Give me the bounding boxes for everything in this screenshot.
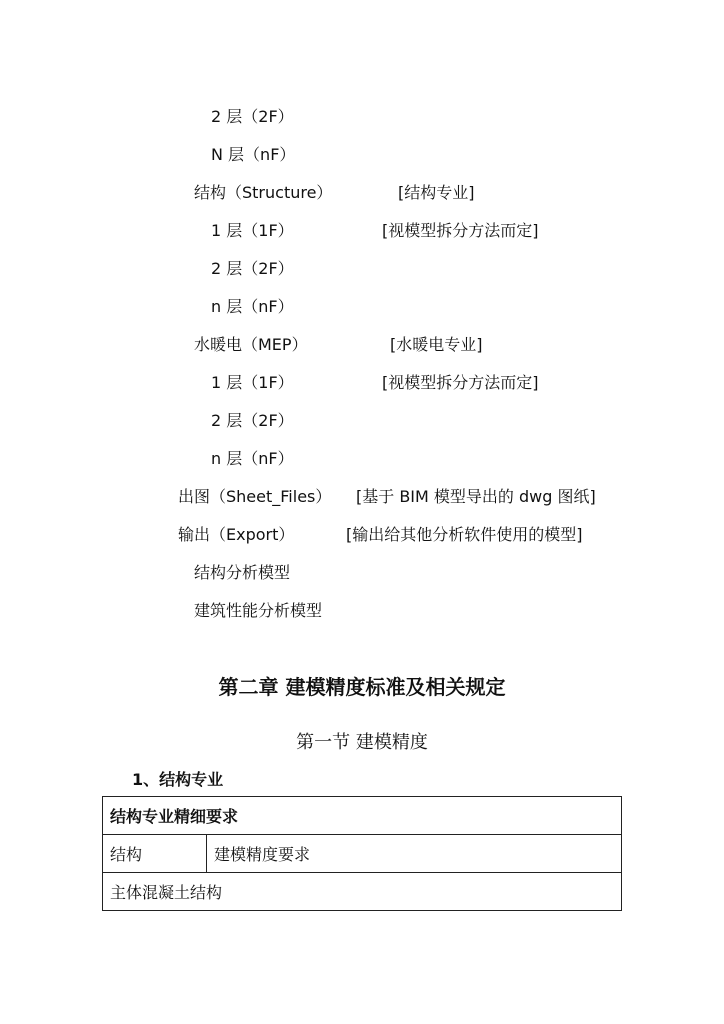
tree-line-structure-1f: 1 层（1F）	[211, 221, 294, 240]
tree-line-mep-1f: 1 层（1F）	[211, 373, 294, 392]
table-cell-structure: 结构	[103, 835, 207, 873]
tree-line-mep-nf: n 层（nF）	[211, 449, 294, 468]
tree-line-mep-2f: 2 层（2F）	[211, 411, 294, 430]
note-sheet-files: [基于 BIM 模型导出的 dwg 图纸]	[356, 487, 596, 506]
tree-line-structure: 结构（Structure）	[194, 183, 333, 202]
note-export: [输出给其他分析软件使用的模型]	[346, 525, 583, 544]
note-structure-discipline: [结构专业]	[398, 183, 475, 202]
tree-line-mep: 水暖电（MEP）	[194, 335, 308, 354]
chapter-title: 第二章 建模精度标准及相关规定	[218, 675, 506, 699]
section-title: 第一节 建模精度	[296, 732, 428, 753]
note-mep-split: [视模型拆分方法而定]	[382, 373, 539, 392]
tree-line-sheet-files: 出图（Sheet_Files）	[178, 487, 332, 506]
table-cell-concrete: 主体混凝土结构	[103, 873, 622, 911]
tree-line-structural-analysis: 结构分析模型	[194, 563, 291, 582]
tree-line-structure-2f: 2 层（2F）	[211, 259, 294, 278]
tree-line-export: 输出（Export）	[178, 525, 295, 544]
requirements-table	[102, 796, 622, 911]
tree-line-building-performance: 建筑性能分析模型	[194, 601, 323, 620]
subheading: 1、结构专业	[132, 770, 224, 789]
tree-line-nf: N 层（nF）	[211, 145, 296, 164]
table-row	[103, 797, 622, 835]
tree-line-structure-nf: n 层（nF）	[211, 297, 294, 316]
table-header-cell: 结构专业精细要求	[103, 797, 622, 835]
note-structure-split: [视模型拆分方法而定]	[382, 221, 539, 240]
tree-line-2f: 2 层（2F）	[211, 107, 294, 126]
table-row	[103, 835, 622, 873]
table-cell-precision: 建模精度要求	[207, 835, 622, 873]
table-row	[103, 873, 622, 911]
note-mep-discipline: [水暖电专业]	[390, 335, 483, 354]
